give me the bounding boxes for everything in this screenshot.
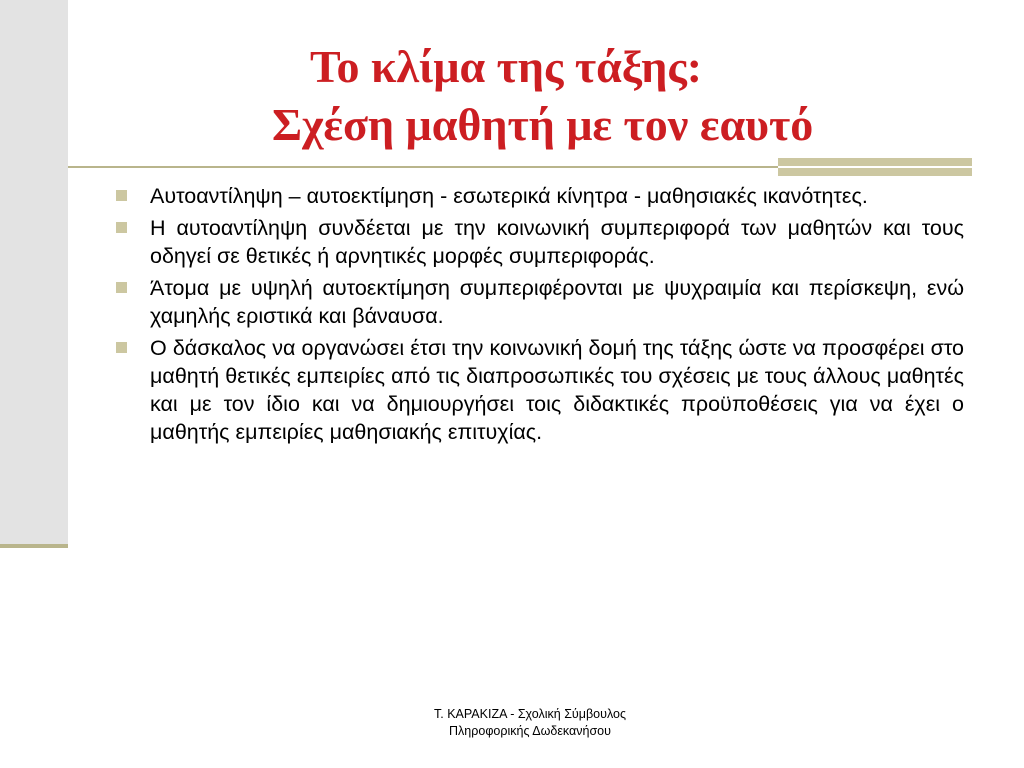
side-bar-decoration <box>0 0 68 544</box>
slide-footer <box>380 706 680 740</box>
bullet-item <box>114 214 964 270</box>
bullet-text: Αυτοαντίληψη – αυτοεκτίμηση - εσωτερικά κίνητρα - μαθησιακές ικανότητες. <box>150 184 868 208</box>
bullet-text: Ο δάσκαλος να οργανώσει έτσι την κοινωνική δομή της τάξης ώστε να προσφέρει στο μαθητή θετικές εμπειρίες από τις διαπροσωπικές του σχέσεις με τους άλλους μαθητές και με τον ίδιο και να δημιουργήσει τοις διδακτικές προϋποθέσεις για να έχει ο μαθητής εμπειρίες μαθησιακής επιτυχίας. <box>150 336 964 444</box>
slide-title <box>200 38 980 154</box>
side-bar-underline <box>0 544 68 548</box>
square-bullet-icon <box>116 282 127 293</box>
bullet-list <box>114 182 964 450</box>
bullet-item <box>114 274 964 330</box>
bullet-item <box>114 334 964 446</box>
square-bullet-icon <box>116 190 127 201</box>
title-divider-accent <box>778 158 972 176</box>
footer-author: Τ. ΚΑΡΑΚΙΖΑ - Σχολική Σύμβουλος <box>434 707 626 721</box>
title-line-2: Σχέση μαθητή με τον εαυτό <box>272 99 814 150</box>
square-bullet-icon <box>116 222 127 233</box>
bullet-item <box>114 182 964 210</box>
bullet-text: Η αυτοαντίληψη συνδέεται με την κοινωνική συμπεριφορά των μαθητών και τους οδηγεί σε θετικές ή αρνητικές μορφές συμπεριφοράς. <box>150 216 964 268</box>
title-divider-line <box>68 166 778 168</box>
title-line-1: Το κλίμα της τάξης: <box>310 41 703 92</box>
footer-affiliation: Πληροφορικής Δωδεκανήσου <box>449 724 611 738</box>
bullet-text: Άτομα με υψηλή αυτοεκτίμηση συμπεριφέρονται με ψυχραιμία και περίσκεψη, ενώ χαμηλής εριστικά και βάναυσα. <box>150 276 964 328</box>
square-bullet-icon <box>116 342 127 353</box>
